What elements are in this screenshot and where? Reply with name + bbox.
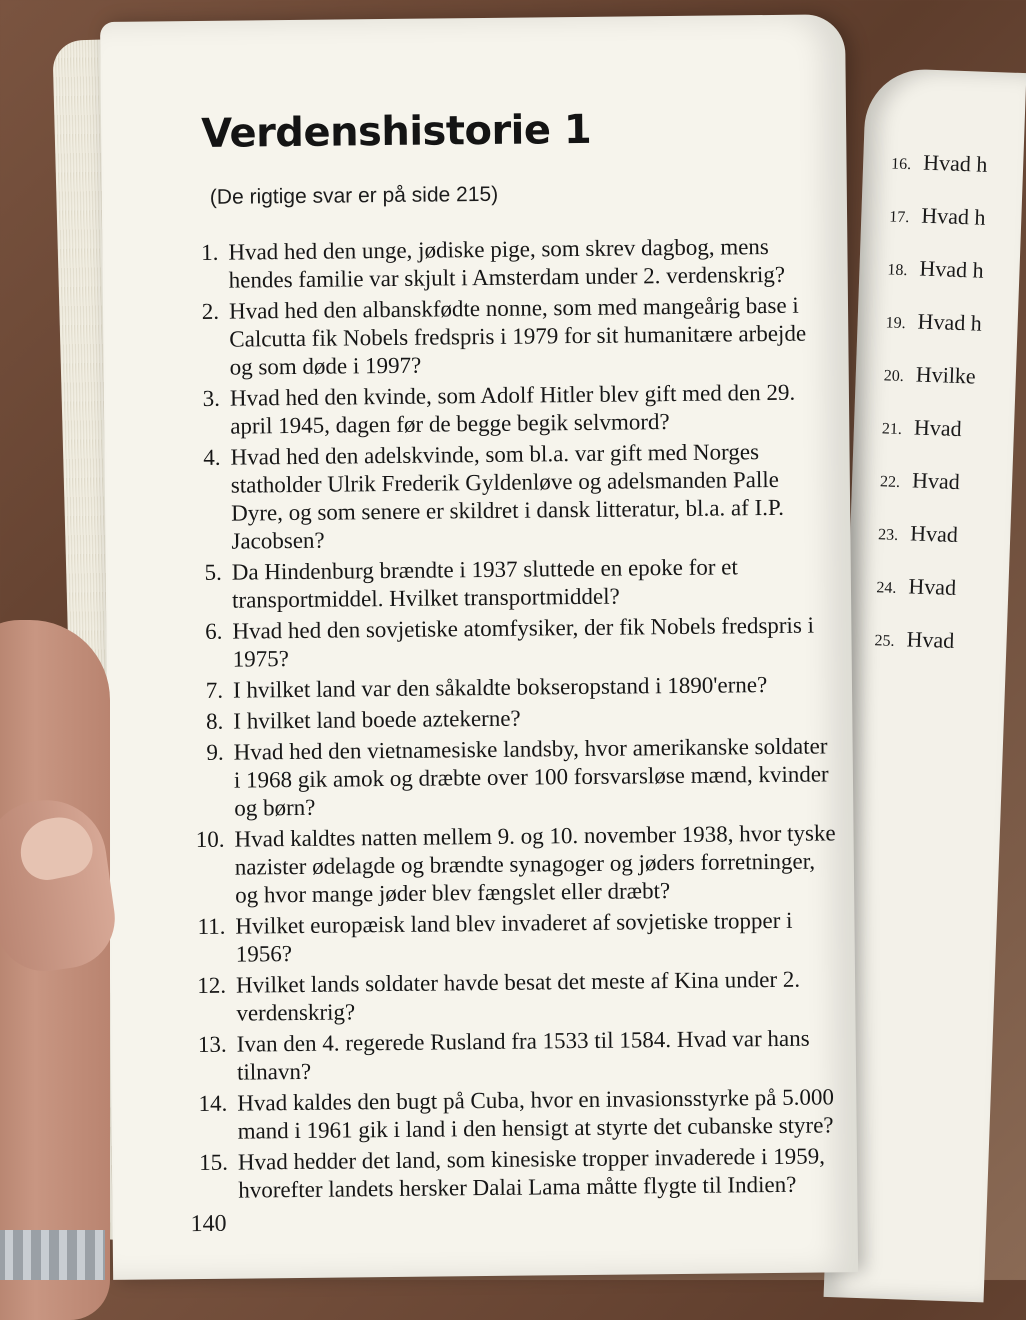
- question-item: [190, 1142, 841, 1205]
- facing-question-text: Hvad: [911, 467, 961, 495]
- facing-question-text: Hvad: [908, 573, 957, 601]
- facing-question-text: Hvad: [909, 520, 959, 548]
- facing-question-item: [886, 254, 984, 310]
- question-item: [180, 232, 831, 295]
- facing-question-text: Hvad: [906, 626, 955, 653]
- question-text: Hvilket lands soldater havde besat det meste af Kina under 2. verdenskrig?: [235, 966, 801, 1026]
- facing-question-item: [890, 149, 988, 205]
- facing-question-text: Hvad h: [917, 308, 983, 336]
- question-text: Hvad kaldtes natten mellem 9. og 10. november 1938, hvor tyske nazister ødelagde og brændte synagoger og jøders forretninger, og hvor mange jøder blev fængslet eller dræbt?: [234, 820, 836, 908]
- question-number: 11.: [197, 913, 226, 940]
- facing-question-item: [882, 360, 980, 416]
- question-number: 9.: [206, 739, 224, 765]
- facing-question-number: 20.: [883, 367, 905, 386]
- answer-reference-note: (De rigtige svar er på side 215): [209, 182, 499, 209]
- facing-question-number: 23.: [877, 526, 899, 544]
- facing-question-number: 22.: [879, 473, 901, 492]
- question-item: [182, 378, 833, 441]
- question-text: Hvad kaldes den bugt på Cuba, hvor en invasionsstyrke på 5.000 mand i 1961 gik i land i den hensigt at styrte det cubanske styre?: [237, 1084, 835, 1144]
- question-text: Da Hindenburg brændte i 1937 sluttede en epoke for et transportmiddel. Hvilket transportmiddel?: [231, 554, 738, 613]
- facing-question-item: [873, 625, 971, 681]
- question-text: Hvad hed den sovjetiske atomfysiker, der fik Nobels fredspris i 1975?: [232, 612, 815, 672]
- question-number: 4.: [203, 444, 221, 470]
- question-number: 7.: [205, 677, 224, 703]
- facing-question-item: [888, 201, 986, 257]
- facing-question-text: Hvad: [913, 414, 963, 442]
- question-item: [181, 291, 832, 382]
- question-number: 10.: [195, 826, 225, 853]
- question-text: Hvilket europæisk land blev invaderet af sovjetiske tropper i 1956?: [235, 907, 793, 967]
- facing-question-text: Hvad h: [920, 202, 986, 230]
- question-number: 15.: [199, 1149, 229, 1176]
- question-text: I hvilket land boede aztekerne?: [233, 705, 521, 734]
- question-number: 13.: [197, 1031, 227, 1058]
- question-list: [180, 232, 840, 1208]
- question-number: 8.: [205, 708, 224, 734]
- facing-question-number: 16.: [890, 155, 912, 174]
- facing-question-number: 21.: [881, 420, 903, 439]
- question-text: Hvad hed den unge, jødiske pige, som skrev dagbog, mens hendes familie var skjult i Amsterdam under 2. verdenskrig?: [228, 234, 786, 293]
- question-text: Hvad hed den kvinde, som Adolf Hitler blev gift med den 29. april 1945, dagen før de begge begik selvmord?: [229, 379, 796, 439]
- book-page: [100, 14, 858, 1280]
- question-text: Hvad hed den albanskfødte nonne, som med mangeårig base i Calcutta fik Nobels fredspris i 1979 for sit humanitære arbejde og som døde i 1997?: [228, 292, 807, 380]
- facing-question-number: 25.: [874, 632, 895, 650]
- question-item: [186, 732, 837, 823]
- watch-band: [0, 1230, 105, 1280]
- question-item: [182, 437, 833, 556]
- question-text: I hvilket land var den såkaldte bokseropstand i 1890'erne?: [232, 672, 768, 703]
- question-item: [186, 819, 837, 910]
- question-item: [184, 552, 835, 615]
- question-number: 3.: [202, 385, 221, 411]
- facing-question-number: 19.: [885, 314, 906, 333]
- question-item: [187, 906, 838, 969]
- question-item: [189, 1024, 840, 1087]
- page-number: 140: [190, 1210, 227, 1238]
- page-title: Verdenshistorie 1: [200, 106, 592, 157]
- facing-question-item: [875, 572, 973, 628]
- question-text: Hvad hed den adelskvinde, som bl.a. var gift med Norges statholder Ulrik Frederik Gyldenløve og adelsmanden Palle Dyre, og som senere er skildret i dansk litteratur, bl.a. af I.P. Jacobsen?: [230, 439, 785, 554]
- facing-question-text: Hvad h: [919, 255, 985, 283]
- question-item: [185, 670, 835, 705]
- question-number: 14.: [198, 1090, 228, 1117]
- facing-question-text: Hvad h: [922, 149, 988, 177]
- question-number: 12.: [197, 972, 227, 999]
- question-item: [185, 701, 835, 736]
- facing-question-number: 24.: [876, 579, 897, 597]
- question-number: 1.: [201, 239, 219, 265]
- question-item: [184, 611, 835, 674]
- facing-question-number: 18.: [887, 261, 908, 280]
- question-text: Hvad hedder det land, som kinesiske tropper invaderede i 1959, hvorefter landets hersker Dalai Lama måtte flygte til Indien?: [237, 1143, 826, 1203]
- question-text: Ivan den 4. regerede Rusland fra 1533 til 1584. Hvad var hans tilnavn?: [236, 1025, 810, 1085]
- question-number: 6.: [205, 618, 223, 644]
- question-number: 5.: [204, 559, 222, 585]
- question-number: 2.: [201, 298, 220, 324]
- facing-question-item: [879, 466, 977, 522]
- facing-question-item: [877, 519, 975, 575]
- facing-page-question-list: [873, 149, 988, 682]
- question-item: [188, 965, 839, 1028]
- facing-question-text: Hvilke: [915, 361, 977, 389]
- question-item: [189, 1083, 840, 1146]
- facing-question-number: 17.: [889, 208, 910, 227]
- facing-question-item: [884, 307, 982, 363]
- question-text: Hvad hed den vietnamesiske landsby, hvor amerikanske soldater i 1968 gik amok og dræbte over 100 forsvarsløse mænd, kvinder og børn?: [233, 733, 829, 821]
- facing-question-item: [881, 413, 979, 469]
